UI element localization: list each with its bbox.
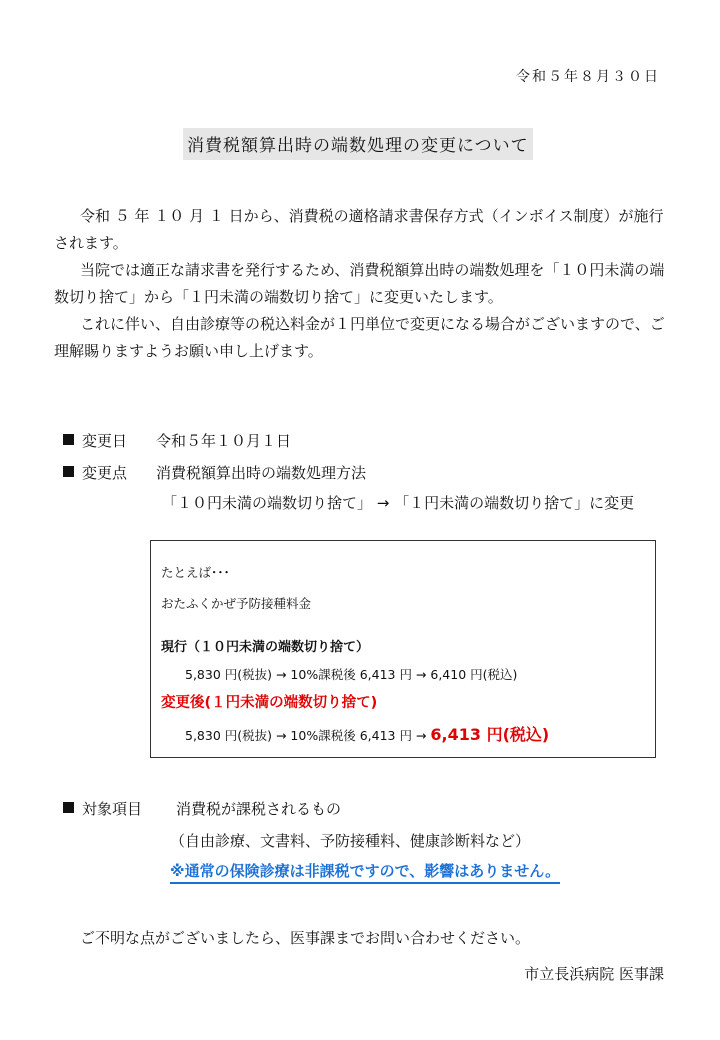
- notice-date: 令和５年８月３０日: [516, 69, 660, 85]
- change-date-row: [63, 430, 291, 451]
- square-bullet-icon: [63, 802, 74, 813]
- target-examples: （自由診療、文書料、予防接種料、健康診断料など）: [170, 832, 531, 850]
- target-note: ※通常の保険診療は非課税ですので、影響はありません。: [170, 860, 560, 884]
- paragraph-intro: 令和 ５ 年 １０ 月 １ 日から、消費税の適格請求書保存方式（インボイス制度）が施行されます。: [54, 207, 664, 252]
- signature: 市立長浜病院 医事課: [524, 965, 664, 983]
- closing-text: ご不明な点がございましたら、医事課までお問い合わせください。: [80, 929, 531, 947]
- change-point-detail: 「１０円未満の端数切り捨て」 → 「１円未満の端数切り捨て」に変更: [162, 494, 635, 512]
- target-label: 対象項目: [82, 800, 143, 818]
- notice-title: 消費税額算出時の端数処理の変更について: [183, 128, 533, 160]
- change-date-label: 変更日: [82, 432, 128, 450]
- change-point-value: 消費税額算出時の端数処理方法: [156, 464, 367, 482]
- change-date-value: 令和５年１０月１日: [156, 432, 292, 450]
- change-point-row: [63, 462, 366, 483]
- example-after-calc: 5,830 円(税抜) → 10%課税後 6,413 円 → 6,413 円(税込): [185, 725, 550, 744]
- change-point-label: 変更点: [82, 464, 128, 482]
- paragraph-change: 当院では適正な請求書を発行するため、消費税額算出時の端数処理を「１０円未満の端数切り捨て」から「１円未満の端数切り捨て」に変更いたします。: [54, 261, 665, 306]
- example-current-label: 現行（１０円未満の端数切り捨て）: [161, 640, 370, 655]
- target-row: [63, 798, 341, 819]
- example-intro: たとえば･･･: [161, 565, 230, 580]
- example-item: おたふくかぜ予防接種料金: [161, 596, 312, 611]
- example-current-calc: 5,830 円(税抜) → 10%課税後 6,413 円 → 6,410 円(税込): [185, 667, 518, 682]
- example-box: [150, 540, 656, 758]
- square-bullet-icon: [63, 466, 74, 477]
- paragraph-impact: これに伴い、自由診療等の税込料金が１円単位で変更になる場合がございますので、ご理解賜りますようお願い申し上げます。: [54, 315, 665, 360]
- example-after-label: 変更後(１円未満の端数切り捨て): [161, 695, 378, 711]
- target-value: 消費税が課税されるもの: [176, 800, 342, 818]
- square-bullet-icon: [63, 434, 74, 445]
- example-after-result: 6,413 円(税込): [430, 725, 550, 744]
